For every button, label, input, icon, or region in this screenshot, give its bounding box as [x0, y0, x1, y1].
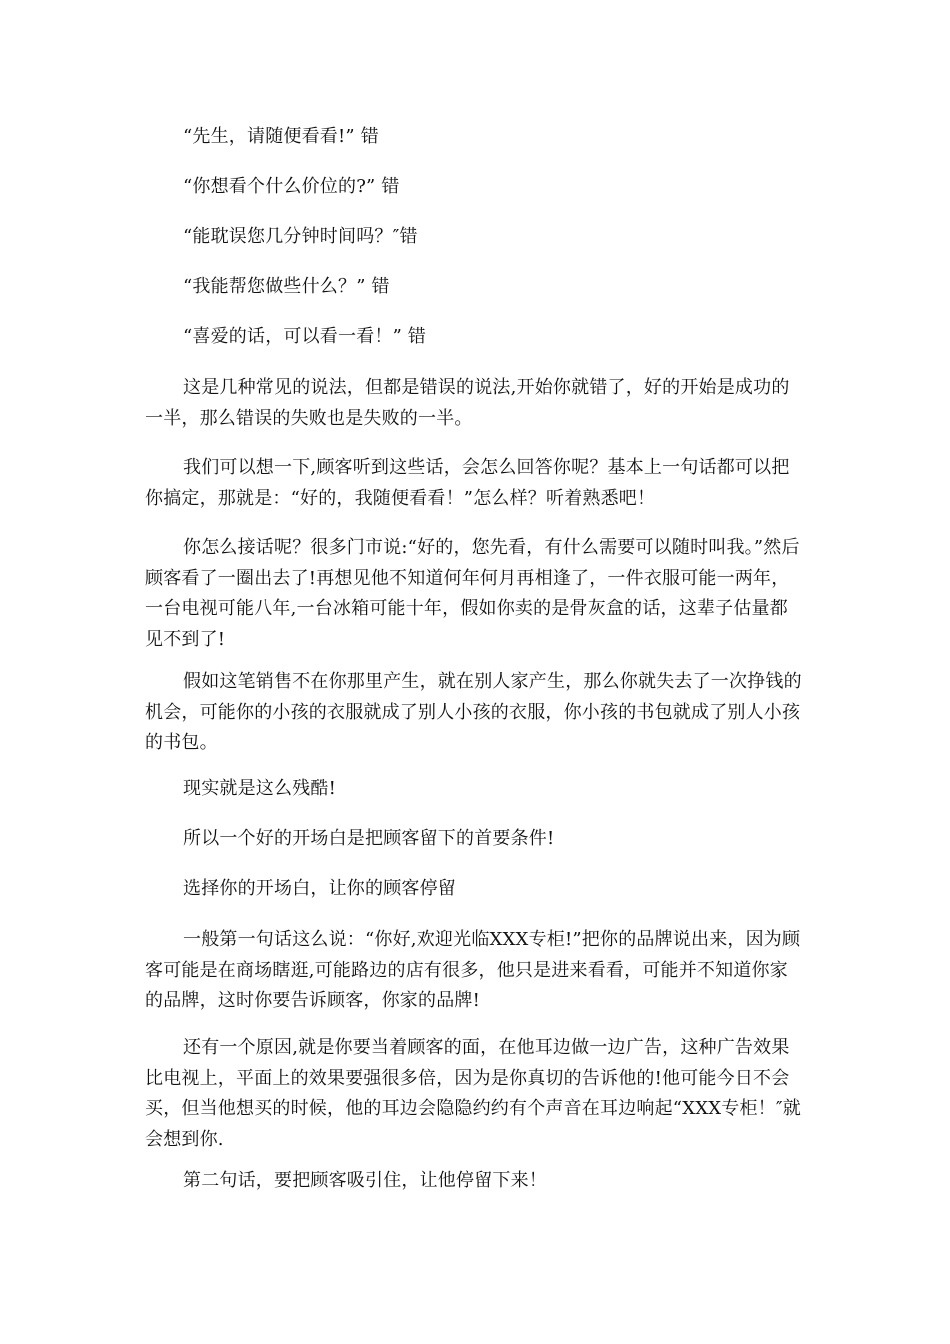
paragraph-3-text: 你怎么接话呢？很多门市说:“好的，您先看，有什么需要可以随时叫我。”然后顾客看了一圈出去了!再想见他不知道何年何月再相逢了，一件衣服可能一两年，一台电视可能八年,一台冰箱可能十年，假如你卖的是骨灰盒的话，这辈子估量都见不到了! [145, 537, 800, 650]
paragraph-2 [145, 453, 805, 514]
paragraph-10: 第二句话，要把顾客吸引住，让他停留下来！ [183, 1170, 547, 1191]
quote-line-2: “你想看个什么价位的?” 错 [183, 176, 400, 197]
paragraph-8-text: 一般第一句话这么说：“你好,欢迎光临XXX专柜!”把你的品牌说出来，因为顾客可能是在商场瞎逛,可能路边的店有很多，他只是进来看看，可能并不知道你家的品牌，这时你要告诉顾客，你家的品牌! [145, 929, 801, 1011]
quote-line-3: “能耽误您几分钟时间吗？″错 [183, 226, 418, 247]
quote-line-1: “先生，请随便看看!” 错 [183, 126, 379, 147]
paragraph-1-text: 这是几种常见的说法，但都是错误的说法,开始你就错了，好的开始是成功的一半，那么错误的失败也是失败的一半。 [145, 377, 790, 429]
quote-line-5: “喜爱的话，可以看一看！” 错 [183, 326, 427, 347]
paragraph-9-text: 还有一个原因,就是你要当着顾客的面，在他耳边做一边广告，这种广告效果比电视上，平面上的效果要强很多倍，因为是你真切的告诉他的!他可能今日不会买，但当他想买的时候，他的耳边会隐隐约约有个声音在耳边响起“XXX专柜！″就会想到你. [145, 1037, 801, 1150]
paragraph-1 [145, 373, 805, 434]
paragraph-3 [145, 533, 805, 655]
paragraph-2-text: 我们可以想一下,顾客听到这些话，会怎么回答你呢？基本上一句话都可以把你搞定，那就是：“好的，我随便看看！”怎么样？听着熟悉吧！ [145, 457, 790, 509]
paragraph-5: 现实就是这么残酷! [183, 778, 337, 799]
paragraph-7-heading: 选择你的开场白，让你的顾客停留 [183, 878, 456, 899]
paragraph-8 [145, 925, 805, 1017]
paragraph-4-text: 假如这笔销售不在你那里产生，就在别人家产生，那么你就失去了一次挣钱的机会，可能你的小孩的衣服就成了别人小孩的衣服，你小孩的书包就成了别人小孩的书包。 [145, 671, 802, 753]
paragraph-6: 所以一个好的开场白是把顾客留下的首要条件! [183, 828, 555, 849]
paragraph-4 [145, 667, 805, 759]
quote-line-4: “我能帮您做些什么？” 错 [183, 276, 390, 297]
paragraph-9 [145, 1033, 805, 1155]
